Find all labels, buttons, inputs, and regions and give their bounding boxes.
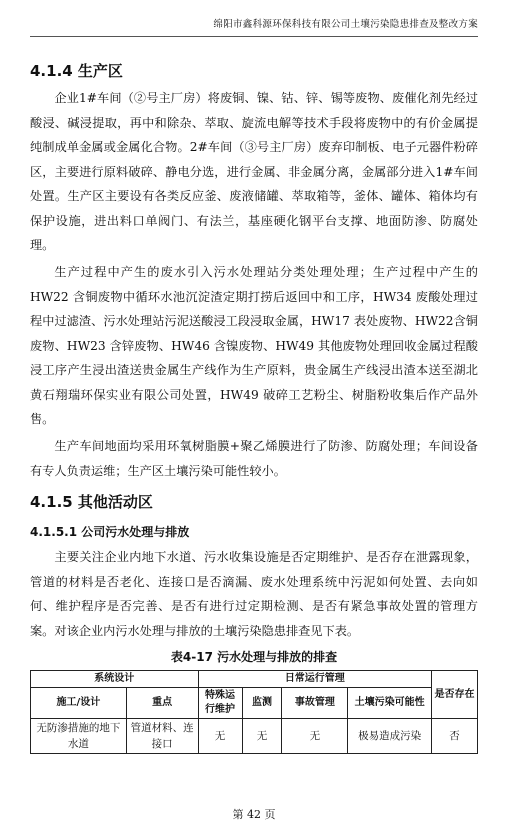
table-caption: 表4-17 污水处理与排放的排查 — [170, 650, 338, 664]
cell-exists: 否 — [432, 719, 478, 754]
section-heading-4-1-5: 4.1.5 其他活动区 — [30, 493, 153, 511]
header-daily-operations: 日常运行管理 — [198, 671, 431, 688]
cell-incident: 无 — [282, 719, 348, 754]
inspection-table — [30, 670, 478, 754]
section-heading-4-1-5-1: 4.1.5.1 公司污水处理与排放 — [30, 525, 190, 539]
paragraph-wastewater-handling: 生产过程中产生的废水引入污水处理站分类处理处理；生产过程中产生的HW22 含铜废物中循环水池沉淀渣定期打捞后返回中和工序，HW34 废酸处理过程中过滤渣、污水处理站污泥送酸浸工段浸取金属，HW17 表处废物、HW22含铜废物、HW23 含锌废物、HW46 含镍废物、HW49 其他废物处理回收金属过程酸浸工序产生浸出渣送贵金属生产线作为生产原料，贵金属生产线浸出渣本送至湖北黄石翔瑞环保实业有限公司处置，HW49 破碎工艺粉尘、树脂粉收集后作产品外售。 — [30, 265, 478, 426]
page-header: 绵阳市鑫科源环保科技有限公司土壤污染隐患排查及整改方案 — [30, 14, 478, 37]
table-group-header-row — [31, 671, 478, 688]
header-special-maintenance: 特殊运行维护 — [198, 688, 242, 719]
header-construction-design: 施工/设计 — [31, 688, 127, 719]
header-system-design: 系统设计 — [31, 671, 199, 688]
paragraph-production-intro: 企业1#车间（②号主厂房）将废铜、镍、钴、锌、锡等废物、废催化剂先经过酸浸、碱浸提取，再中和除杂、萃取、旋流电解等技术手段将废物中的有价金属提纯制成单金属或金属化合物。2#车间（③号主厂房）废弃印制板、电子元器件粉碎区，主要进行原料破碎、静电分选，进行金属、非金属分离，金属部分进入1#车间处置。生产区主要设有各类反应釜、废液储罐、萃取箱等，釜体、罐体、箱体均有保护设施，进出料口单阀门、有法兰，基座硬化钢平台支撑、地面防渗、防腐处理。 — [30, 91, 478, 252]
cell-monitor: 无 — [242, 719, 282, 754]
page-number: 第 42 页 — [232, 808, 276, 821]
table-row — [31, 719, 478, 754]
paragraph-table-intro: 对该企业内污水处理与排放的土壤污染隐患排查见下表。 — [54, 624, 360, 638]
section-heading-4-1-4: 4.1.4 生产区 — [30, 62, 123, 80]
paragraph-floor-protection: 生产车间地面均采用环氧树脂膜+聚乙烯膜进行了防渗、防腐处理；车间设备有专人负责运维；生产区土壤污染可能性较小。 — [30, 439, 478, 478]
table-header-row — [31, 688, 478, 719]
header-focus: 重点 — [126, 688, 198, 719]
cell-risk: 极易造成污染 — [348, 719, 432, 754]
header-incident-management: 事故管理 — [282, 688, 348, 719]
header-exists: 是否存在 — [432, 671, 478, 719]
cell-special: 无 — [198, 719, 242, 754]
cell-design: 无防渗措施的地下水道 — [31, 719, 127, 754]
header-pollution-likelihood: 土壤污染可能性 — [348, 688, 432, 719]
header-monitoring: 监测 — [242, 688, 282, 719]
cell-focus: 管道材料、连接口 — [126, 719, 198, 754]
paragraph-focus-points: 主要关注企业内地下水道、污水收集设施是否定期维护、是否存在泄露现象，管道的材料是否老化、连接口是否滴漏、废水处理系统中污泥如何处置、去向如何、维护程序是否完善、是否有进行过定期检测、是否有紧急事故处置的管理方案。 — [30, 550, 478, 638]
